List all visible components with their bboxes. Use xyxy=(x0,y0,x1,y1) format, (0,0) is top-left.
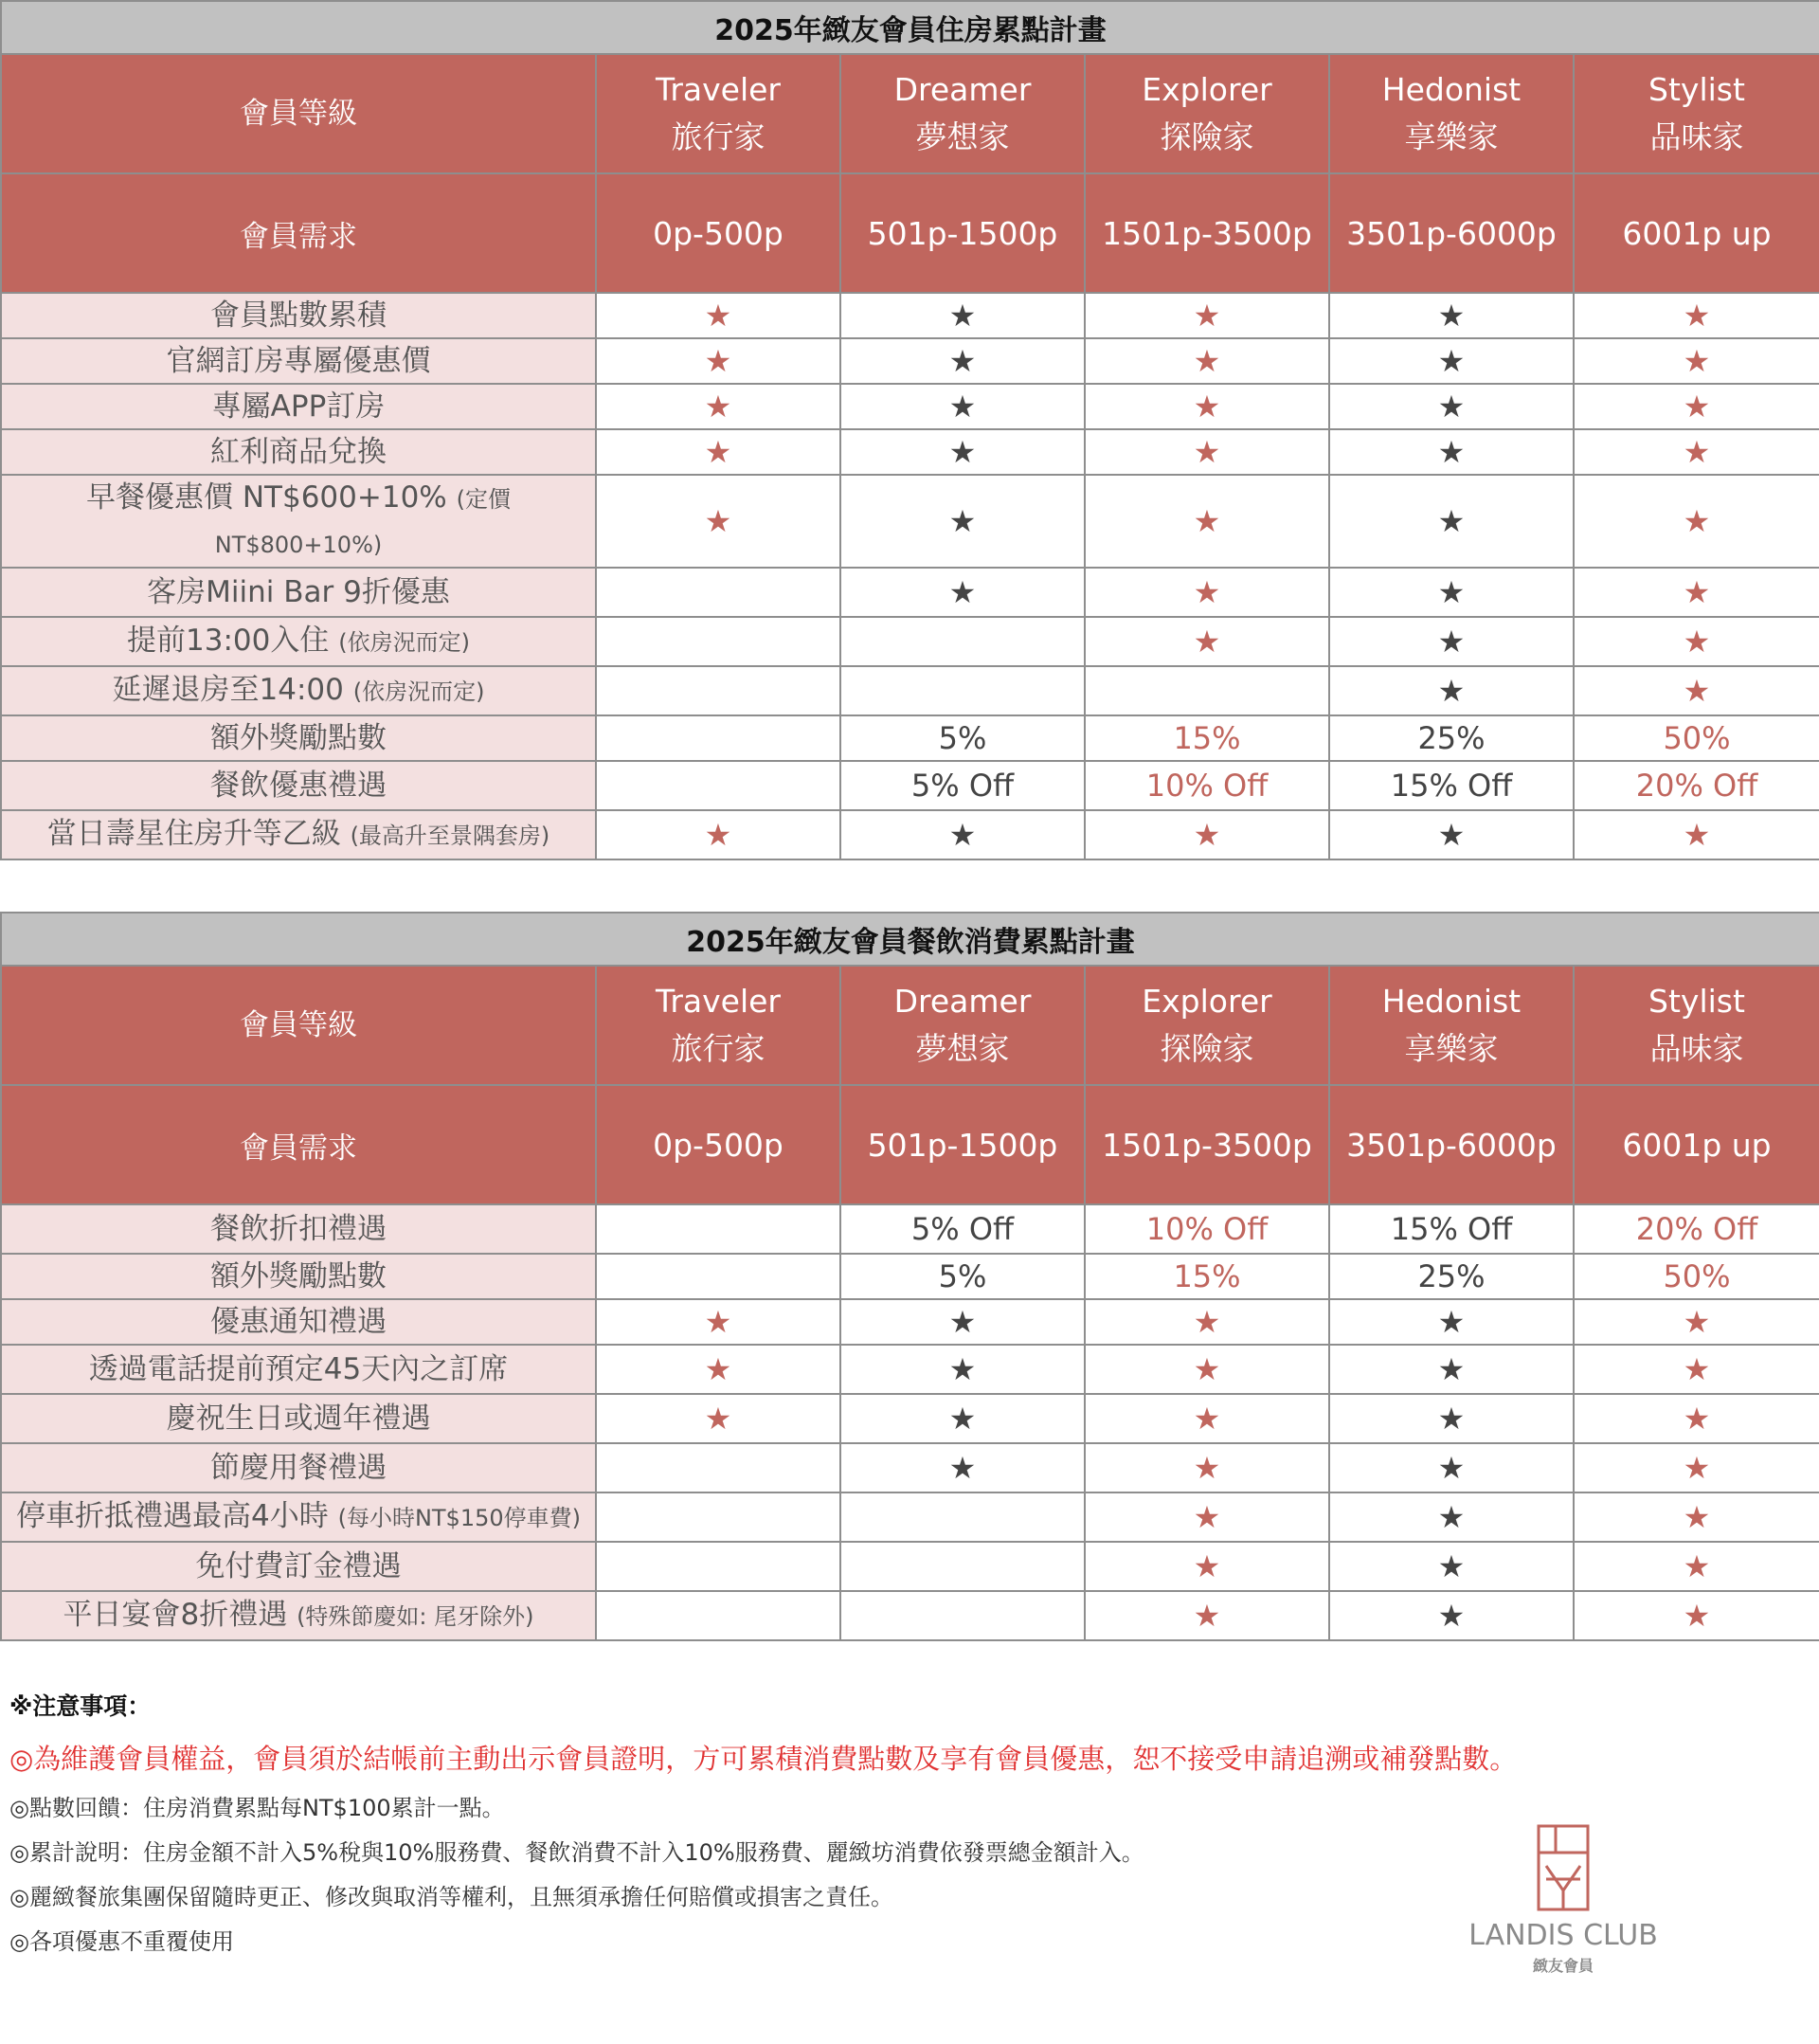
feature-text: 優惠通知禮遇 xyxy=(210,1305,387,1339)
star-icon: ★ xyxy=(1085,1542,1329,1591)
feature-text: 額外獎勵點數 xyxy=(210,721,387,755)
feature-label xyxy=(1,1492,596,1542)
star-icon: ★ xyxy=(596,429,840,475)
benefit-value: 5% Off xyxy=(840,1204,1085,1254)
benefit-value xyxy=(840,1591,1085,1640)
star-icon: ★ xyxy=(596,1394,840,1443)
stay-feature-rows xyxy=(1,293,1819,859)
req-stylist: 6001p up xyxy=(1574,1085,1819,1204)
benefit-value xyxy=(596,666,840,715)
feature-row xyxy=(1,1443,1819,1492)
feature-row xyxy=(1,384,1819,429)
feature-row xyxy=(1,1299,1819,1345)
star-icon: ★ xyxy=(1329,1591,1574,1640)
dining-points-table xyxy=(0,912,1819,1641)
feature-row xyxy=(1,810,1819,859)
star-icon: ★ xyxy=(596,1345,840,1394)
benefit-value xyxy=(596,617,840,666)
logo-name: LANDIS CLUB xyxy=(1468,1919,1658,1952)
star-icon: ★ xyxy=(1574,293,1819,338)
star-icon: ★ xyxy=(1574,810,1819,859)
member-requirement-label: 會員需求 xyxy=(1,1085,596,1204)
tier-stylist: Stylist 品味家 xyxy=(1574,54,1819,173)
star-icon: ★ xyxy=(1085,338,1329,384)
tier-header-row xyxy=(1,54,1819,173)
feature-note: (最高升至景隅套房) xyxy=(350,823,550,849)
feature-label xyxy=(1,715,596,761)
feature-label xyxy=(1,810,596,859)
benefit-value xyxy=(596,568,840,617)
benefit-value xyxy=(596,1492,840,1542)
benefit-value: 15% xyxy=(1085,1254,1329,1299)
benefit-value xyxy=(840,1542,1085,1591)
req-explorer: 1501p-3500p xyxy=(1085,1085,1329,1204)
feature-text: 透過電話提前預定45天內之訂席 xyxy=(88,1352,509,1386)
feature-row xyxy=(1,1394,1819,1443)
benefit-value xyxy=(596,1254,840,1299)
star-icon: ★ xyxy=(1085,568,1329,617)
requirement-row xyxy=(1,173,1819,293)
feature-row xyxy=(1,1345,1819,1394)
star-icon: ★ xyxy=(1574,429,1819,475)
stay-table-title: 2025年緻友會員住房累點計畫 xyxy=(1,1,1819,54)
star-icon: ★ xyxy=(840,338,1085,384)
feature-label xyxy=(1,1443,596,1492)
star-icon: ★ xyxy=(840,293,1085,338)
tier-dreamer: Dreamer 夢想家 xyxy=(840,54,1085,173)
star-icon: ★ xyxy=(1574,1345,1819,1394)
tier-hedonist: Hedonist 享樂家 xyxy=(1329,966,1574,1085)
star-icon: ★ xyxy=(1085,429,1329,475)
feature-row xyxy=(1,568,1819,617)
star-icon: ★ xyxy=(840,1394,1085,1443)
req-hedonist: 3501p-6000p xyxy=(1329,173,1574,293)
feature-row xyxy=(1,293,1819,338)
feature-label xyxy=(1,1542,596,1591)
feature-label xyxy=(1,1345,596,1394)
req-hedonist: 3501p-6000p xyxy=(1329,1085,1574,1204)
tier-header-row xyxy=(1,966,1819,1085)
benefit-value: 10% Off xyxy=(1085,1204,1329,1254)
note-item: ◎麗緻餐旅集團保留隨時更正、修改與取消等權利，且無須承擔任何賠償或損害之責任。 xyxy=(9,1884,893,1910)
req-traveler: 0p-500p xyxy=(596,1085,840,1204)
star-icon: ★ xyxy=(1085,293,1329,338)
dining-feature-rows xyxy=(1,1204,1819,1640)
feature-text: 紅利商品兌換 xyxy=(210,435,387,469)
feature-label xyxy=(1,1254,596,1299)
star-icon: ★ xyxy=(596,384,840,429)
benefit-value: 5% xyxy=(840,715,1085,761)
star-icon: ★ xyxy=(1574,617,1819,666)
feature-note: (依房況而定) xyxy=(338,629,470,656)
feature-row xyxy=(1,617,1819,666)
benefit-value xyxy=(596,1443,840,1492)
feature-row xyxy=(1,761,1819,810)
feature-label xyxy=(1,338,596,384)
benefit-value xyxy=(1085,666,1329,715)
feature-text: 專屬APP訂房 xyxy=(211,389,386,424)
benefit-value: 10% Off xyxy=(1085,761,1329,810)
star-icon: ★ xyxy=(1329,384,1574,429)
benefit-value: 20% Off xyxy=(1574,761,1819,810)
feature-row xyxy=(1,715,1819,761)
feature-text: 額外獎勵點數 xyxy=(210,1259,387,1293)
star-icon: ★ xyxy=(1329,568,1574,617)
feature-row xyxy=(1,1492,1819,1542)
benefit-value: 15% Off xyxy=(1329,1204,1574,1254)
feature-label xyxy=(1,293,596,338)
member-level-label: 會員等級 xyxy=(1,966,596,1085)
star-icon: ★ xyxy=(1085,475,1329,568)
star-icon: ★ xyxy=(1329,1299,1574,1345)
benefit-value xyxy=(596,1591,840,1640)
star-icon: ★ xyxy=(1329,1443,1574,1492)
feature-row xyxy=(1,1204,1819,1254)
notes-heading: ※注意事項： xyxy=(9,1692,152,1720)
star-icon: ★ xyxy=(1329,1542,1574,1591)
feature-text: 慶祝生日或週年禮遇 xyxy=(166,1402,431,1436)
star-icon: ★ xyxy=(596,475,840,568)
feature-text: 提前13:00入住 xyxy=(127,624,330,658)
star-icon: ★ xyxy=(596,810,840,859)
tier-dreamer: Dreamer 夢想家 xyxy=(840,966,1085,1085)
feature-row xyxy=(1,1591,1819,1640)
benefit-value: 5% xyxy=(840,1254,1085,1299)
benefit-value xyxy=(596,761,840,810)
logo-subtitle: 緻友會員 xyxy=(1532,1957,1594,1975)
feature-row xyxy=(1,338,1819,384)
benefit-value: 5% Off xyxy=(840,761,1085,810)
tier-stylist: Stylist 品味家 xyxy=(1574,966,1819,1085)
star-icon: ★ xyxy=(1574,1394,1819,1443)
feature-text: 節慶用餐禮遇 xyxy=(210,1451,387,1485)
feature-text: 早餐優惠價 NT$600+10% xyxy=(86,480,447,515)
notes-important: ◎為維護會員權益，會員須於結帳前主動出示會員證明，方可累積消費點數及享有會員優惠，恕不接受申請追溯或補發點數。 xyxy=(9,1743,1518,1775)
star-icon: ★ xyxy=(840,475,1085,568)
feature-label xyxy=(1,1299,596,1345)
star-icon: ★ xyxy=(840,1299,1085,1345)
feature-label xyxy=(1,475,596,568)
feature-label xyxy=(1,384,596,429)
star-icon: ★ xyxy=(1574,384,1819,429)
feature-row xyxy=(1,1542,1819,1591)
member-requirement-label: 會員需求 xyxy=(1,173,596,293)
req-traveler: 0p-500p xyxy=(596,173,840,293)
benefit-value: 25% xyxy=(1329,715,1574,761)
star-icon: ★ xyxy=(1574,568,1819,617)
feature-label xyxy=(1,666,596,715)
star-icon: ★ xyxy=(1574,1299,1819,1345)
feature-text: 官網訂房專屬優惠價 xyxy=(166,344,431,378)
feature-text: 平日宴會8折禮遇 xyxy=(63,1598,288,1632)
feature-row xyxy=(1,666,1819,715)
feature-text: 停車折抵禮遇最高4小時 xyxy=(15,1499,329,1533)
feature-label xyxy=(1,1591,596,1640)
star-icon: ★ xyxy=(1329,666,1574,715)
star-icon: ★ xyxy=(840,1345,1085,1394)
benefit-value xyxy=(840,1492,1085,1542)
feature-row xyxy=(1,475,1819,568)
star-icon: ★ xyxy=(1574,1591,1819,1640)
benefit-value: 20% Off xyxy=(1574,1204,1819,1254)
req-explorer: 1501p-3500p xyxy=(1085,173,1329,293)
star-icon: ★ xyxy=(1329,1394,1574,1443)
star-icon: ★ xyxy=(840,384,1085,429)
star-icon: ★ xyxy=(596,338,840,384)
star-icon: ★ xyxy=(1574,1542,1819,1591)
feature-label xyxy=(1,617,596,666)
feature-row xyxy=(1,1254,1819,1299)
note-item: ◎累計說明：住房金額不計入5%稅與10%服務費、餐飲消費不計入10%服務費、麗緻坊消費依發票總金額計入。 xyxy=(9,1839,1144,1866)
star-icon: ★ xyxy=(1574,1443,1819,1492)
feature-note: (依房況而定) xyxy=(352,678,485,705)
feature-text: 當日壽星住房升等乙級 xyxy=(46,817,341,851)
benefit-value xyxy=(596,1542,840,1591)
star-icon: ★ xyxy=(1085,1492,1329,1542)
benefit-value xyxy=(596,715,840,761)
star-icon: ★ xyxy=(1085,1443,1329,1492)
req-dreamer: 501p-1500p xyxy=(840,1085,1085,1204)
tier-explorer: Explorer 探險家 xyxy=(1085,54,1329,173)
star-icon: ★ xyxy=(1329,1345,1574,1394)
star-icon: ★ xyxy=(596,1299,840,1345)
feature-note: NT$800+10%) xyxy=(214,532,383,558)
star-icon: ★ xyxy=(1574,338,1819,384)
feature-label xyxy=(1,1394,596,1443)
star-icon: ★ xyxy=(1085,384,1329,429)
requirement-row xyxy=(1,1085,1819,1204)
tier-traveler: Traveler 旅行家 xyxy=(596,966,840,1085)
star-icon: ★ xyxy=(1329,293,1574,338)
star-icon: ★ xyxy=(1329,475,1574,568)
req-stylist: 6001p up xyxy=(1574,173,1819,293)
star-icon: ★ xyxy=(840,810,1085,859)
tier-hedonist: Hedonist 享樂家 xyxy=(1329,54,1574,173)
notes-section xyxy=(9,1682,1518,1964)
star-icon: ★ xyxy=(1085,617,1329,666)
feature-note: (特殊節慶如: 尾牙除外) xyxy=(297,1603,534,1630)
star-icon: ★ xyxy=(1085,1394,1329,1443)
landis-logo-icon xyxy=(1537,1824,1590,1911)
benefit-value: 25% xyxy=(1329,1254,1574,1299)
tier-traveler: Traveler 旅行家 xyxy=(596,54,840,173)
req-dreamer: 501p-1500p xyxy=(840,173,1085,293)
star-icon: ★ xyxy=(1085,1345,1329,1394)
benefit-value: 15% xyxy=(1085,715,1329,761)
star-icon: ★ xyxy=(1329,810,1574,859)
star-icon: ★ xyxy=(1329,1492,1574,1542)
benefit-value: 15% Off xyxy=(1329,761,1574,810)
feature-label xyxy=(1,761,596,810)
stay-points-table xyxy=(0,0,1819,860)
note-item: ◎點數回饋：住房消費累點每NT$100累計一點。 xyxy=(9,1795,505,1821)
feature-row xyxy=(1,429,1819,475)
feature-label xyxy=(1,568,596,617)
benefit-value: 50% xyxy=(1574,715,1819,761)
star-icon: ★ xyxy=(840,568,1085,617)
tier-explorer: Explorer 探險家 xyxy=(1085,966,1329,1085)
star-icon: ★ xyxy=(1329,338,1574,384)
feature-text: 餐飲折扣禮遇 xyxy=(210,1212,387,1246)
star-icon: ★ xyxy=(840,429,1085,475)
benefit-value xyxy=(840,617,1085,666)
benefit-value xyxy=(596,1204,840,1254)
member-level-label: 會員等級 xyxy=(1,54,596,173)
star-icon: ★ xyxy=(840,1443,1085,1492)
feature-text: 餐飲優惠禮遇 xyxy=(210,769,387,803)
feature-label xyxy=(1,429,596,475)
star-icon: ★ xyxy=(1085,1591,1329,1640)
landis-club-logo xyxy=(1464,1824,1663,1976)
benefit-value xyxy=(840,666,1085,715)
star-icon: ★ xyxy=(1574,1492,1819,1542)
feature-note: (定價 xyxy=(456,486,511,513)
feature-note: (每小時NT$150停車費) xyxy=(337,1505,581,1531)
star-icon: ★ xyxy=(1329,429,1574,475)
note-item: ◎各項優惠不重覆使用 xyxy=(9,1928,234,1955)
star-icon: ★ xyxy=(1085,1299,1329,1345)
feature-text: 客房Miini Bar 9折優惠 xyxy=(147,575,450,609)
star-icon: ★ xyxy=(1085,810,1329,859)
star-icon: ★ xyxy=(1574,666,1819,715)
star-icon: ★ xyxy=(1329,617,1574,666)
feature-text: 延遲退房至14:00 xyxy=(112,673,344,707)
dining-table-title: 2025年緻友會員餐飲消費累點計畫 xyxy=(1,913,1819,966)
feature-text: 會員點數累積 xyxy=(210,298,387,333)
feature-label xyxy=(1,1204,596,1254)
benefit-value: 50% xyxy=(1574,1254,1819,1299)
feature-text: 免付費訂金禮遇 xyxy=(195,1549,402,1583)
star-icon: ★ xyxy=(1574,475,1819,568)
star-icon: ★ xyxy=(596,293,840,338)
